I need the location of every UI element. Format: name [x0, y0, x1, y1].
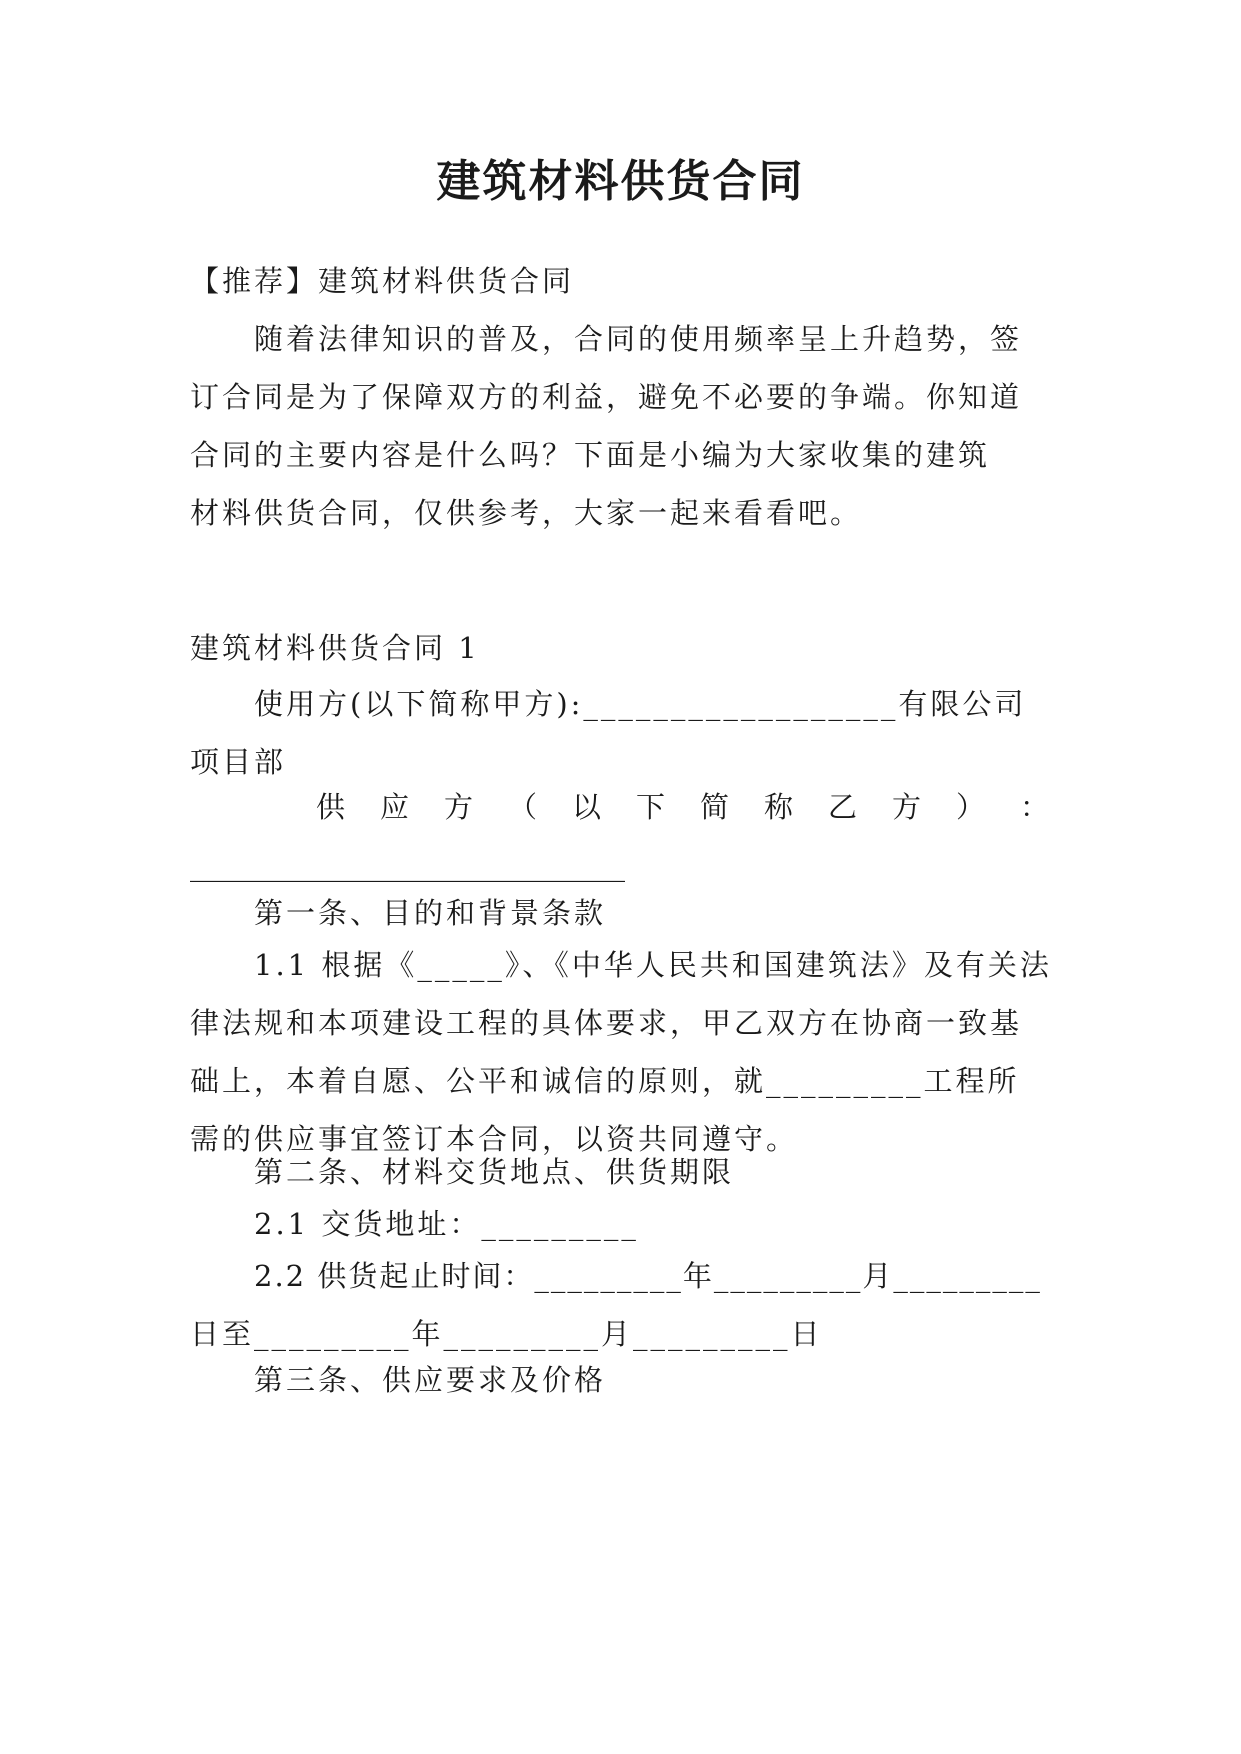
- document-title: 建筑材料供货合同: [436, 156, 805, 207]
- party-b-paragraph: [190, 778, 1052, 894]
- article-title: 第三条、供应要求及价格: [254, 1363, 607, 1397]
- section-heading: 建筑材料供货合同 1: [190, 631, 480, 665]
- intro-line: 材料供货合同，仅供参考，大家一起来看看吧。: [190, 496, 863, 530]
- intro-paragraph: [190, 310, 1052, 542]
- article-3-title: [190, 1351, 1052, 1409]
- article-1-line: 1.1 根据《_____》、《中华人民共和国建筑法》及有关法: [254, 948, 1052, 982]
- clause-2-2: [190, 1247, 1052, 1363]
- intro-line: 订合同是为了保障双方的利益，避免不必要的争端。你知道: [190, 380, 1023, 414]
- article-1-line: 律法规和本项建设工程的具体要求，甲乙双方在协商一致基: [190, 1006, 1023, 1040]
- article-title: 第二条、材料交货地点、供货期限: [254, 1155, 735, 1189]
- clause-line: 2.2 供货起止时间：_________年_________月_________: [254, 1259, 1042, 1293]
- party-b-line: 供 应 方 （ 以 下 简 称 乙 方 ） ：: [316, 790, 1052, 824]
- party-a-line: 使用方(以下简称甲方):__________________有限公司: [254, 687, 1027, 721]
- clause-line: 日至_________年_________月_________日: [190, 1317, 823, 1351]
- clause-2-1: [190, 1195, 1052, 1253]
- article-title: 第一条、目的和背景条款: [254, 896, 607, 930]
- article-2-title: [190, 1143, 1052, 1201]
- party-a-paragraph: [190, 675, 1052, 791]
- article-1-line: 础上，本着自愿、公平和诚信的原则，就_________工程所: [190, 1064, 1020, 1098]
- intro-line: 合同的主要内容是什么吗？下面是小编为大家收集的建筑: [190, 438, 991, 472]
- party-b-blank: ______________________________: [190, 848, 625, 882]
- recommend-line: 【推荐】建筑材料供货合同: [190, 264, 575, 298]
- article-1-title: [190, 884, 1052, 942]
- article-1-body: [190, 936, 1052, 1168]
- party-a-line: 项目部: [190, 745, 287, 779]
- clause-line: 2.1 交货地址：_________: [254, 1207, 639, 1241]
- article-1-line: 需的供应事宜签订本合同，以资共同遵守。: [190, 1122, 799, 1156]
- intro-line: 随着法律知识的普及，合同的使用频率呈上升趋势，签: [254, 322, 1023, 356]
